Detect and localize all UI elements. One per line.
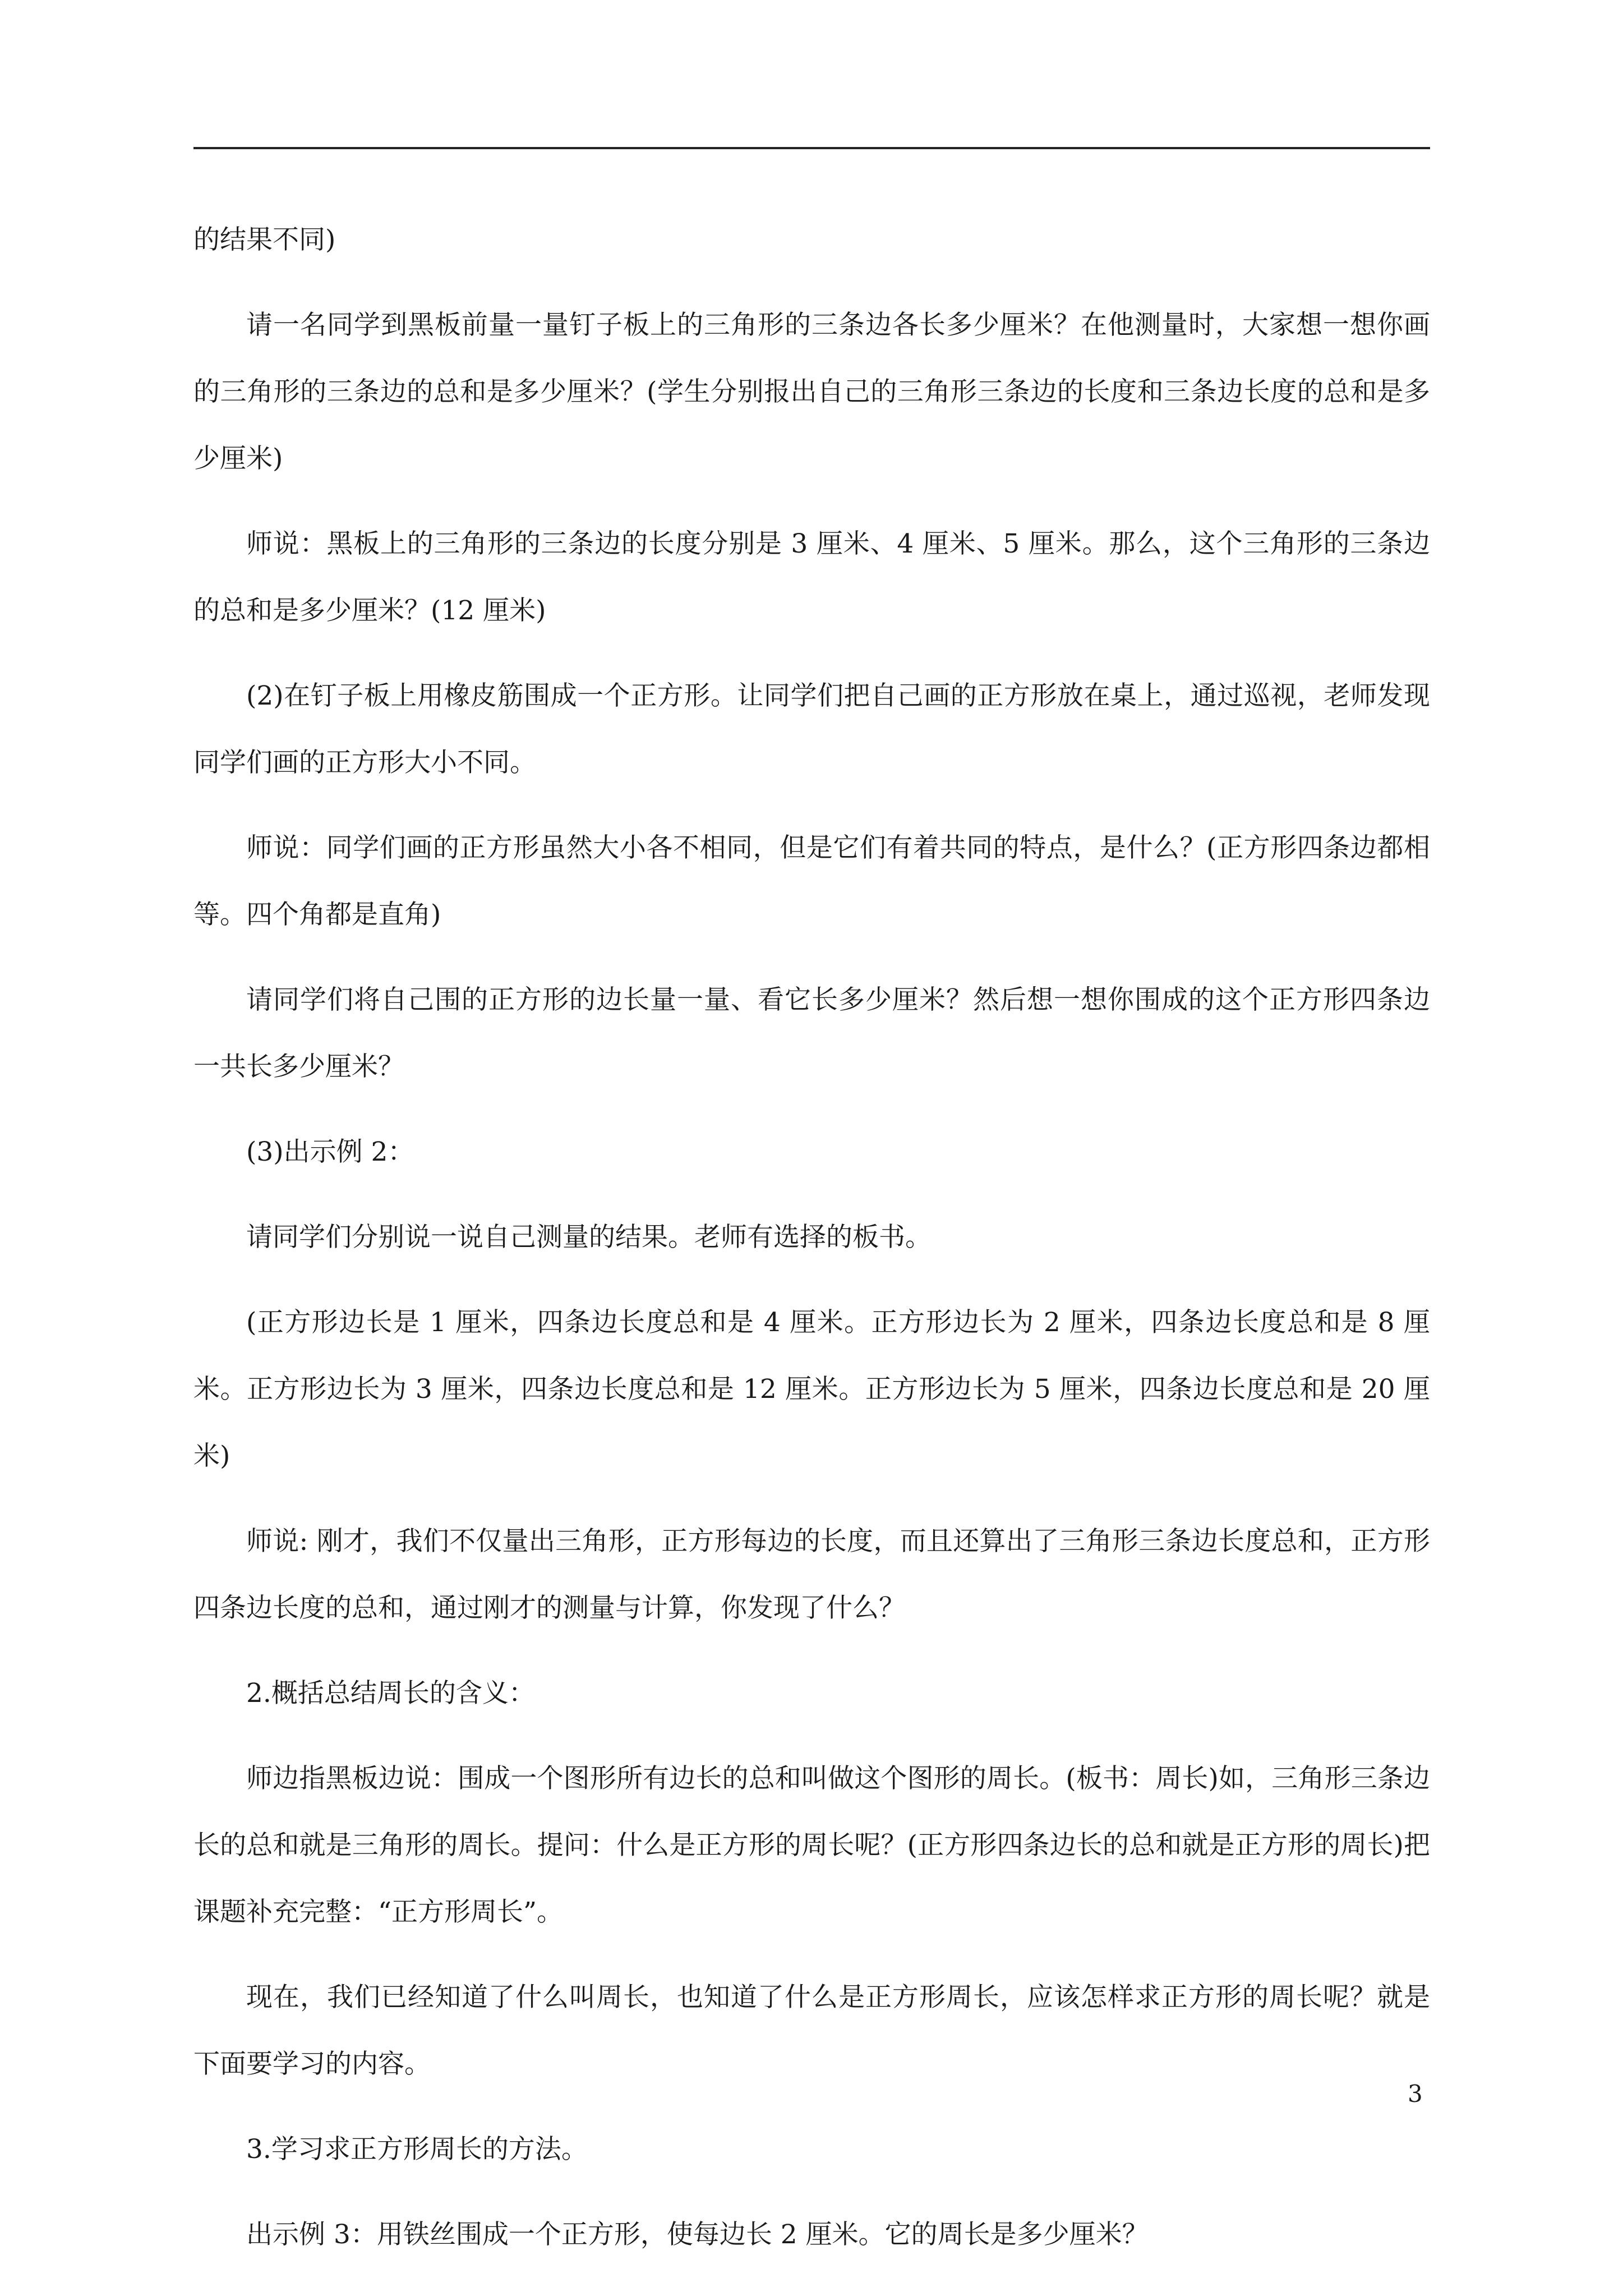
paragraph: (2)在钉子板上用橡皮筋围成一个正方形。让同学们把自己画的正方形放在桌上，通过巡视，老师发现同学们画的正方形大小不同。 [193, 680, 1430, 778]
paragraph: 师说：黑板上的三角形的三条边的长度分别是 3 厘米、4 厘米、5 厘米。那么，这个三角形的三条边的总和是多少厘米？(12 厘米) [193, 528, 1430, 626]
paragraph: 师说: 刚才，我们不仅量出三角形，正方形每边的长度，而且还算出了三角形三条边长度总和，正方形四条边长度的总和，通过刚才的测量与计算，你发现了什么？ [193, 1526, 1430, 1623]
paragraph: 现在，我们已经知道了什么叫周长，也知道了什么是正方形周长，应该怎样求正方形的周长呢？就是下面要学习的内容。 [193, 1982, 1430, 2079]
paragraph: (3)出示例 2： [246, 1137, 414, 1167]
paragraph: 请同学们将自己围的正方形的边长量一量、看它长多少厘米？然后想一想你围成的这个正方形四条边一共长多少厘米？ [193, 984, 1430, 1082]
paragraph: 请一名同学到黑板前量一量钉子板上的三角形的三条边各长多少厘米？在他测量时，大家想一想你画的三角形的三条边的总和是多少厘米？(学生分别报出自己的三角形三条边的长度和三条边长度的总和是多少厘米) [193, 310, 1430, 474]
section-heading: 3.学习求正方形周长的方法。 [246, 2134, 588, 2165]
paragraph: 师说：同学们画的正方形虽然大小各不相同，但是它们有着共同的特点，是什么？(正方形四条边都相等。四个角都是直角) [193, 832, 1430, 930]
page-number: 3 [1408, 2080, 1423, 2108]
paragraph: 出示例 3：用铁丝围成一个正方形，使每边长 2 厘米。它的周长是多少厘米？ [246, 2219, 1149, 2250]
paragraph: 请同学们分别说一说自己测量的结果。老师有选择的板书。 [246, 1222, 932, 1253]
paragraph: 的结果不同) [193, 224, 336, 255]
paragraph: (正方形边长是 1 厘米，四条边长度总和是 4 厘米。正方形边长为 2 厘米，四条边长度总和是 8 厘米。正方形边长为 3 厘米，四条边长度总和是 12 厘米。正方形边长为 5 厘米，四条边长度总和是 20 厘米) [193, 1307, 1430, 1471]
section-heading: 2.概括总结周长的含义： [246, 1678, 535, 1709]
header-rule [193, 147, 1430, 149]
document-body [193, 206, 1430, 2286]
paragraph: 师边指黑板边说：围成一个图形所有边长的总和叫做这个图形的周长。(板书：周长)如，三角形三条边长的总和就是三角形的周长。提问：什么是正方形的周长呢？(正方形四条边长的总和就是正方形的周长)把课题补充完整：“正方形周长”。 [193, 1763, 1430, 1927]
